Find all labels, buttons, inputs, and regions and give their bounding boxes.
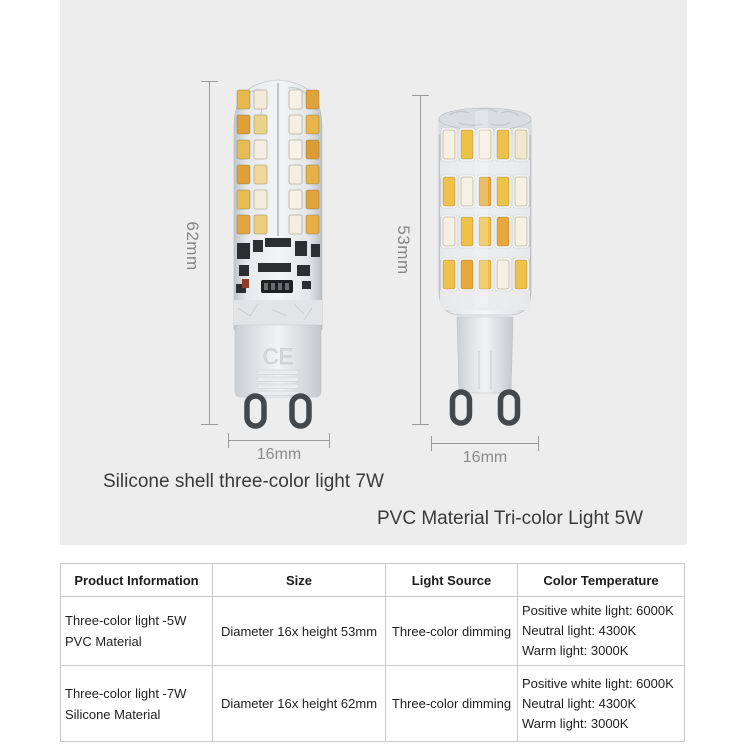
color-temperature-cell [518, 597, 685, 666]
light-source-cell: Three-color dimming [386, 666, 518, 742]
size-cell: Diameter 16x height 62mm [213, 666, 386, 742]
height-value-left: 62mm [183, 221, 202, 271]
product-line: Three-color light -7W [65, 685, 187, 701]
width-dimension-label-right: 16mm [462, 449, 508, 466]
width-dimension-line-left [228, 440, 330, 441]
product-cell [61, 597, 213, 666]
column-header-size: Size [213, 564, 386, 597]
table-row [61, 597, 685, 666]
ce-marking: CE [262, 344, 294, 369]
pvc-bulb-illustration [435, 93, 535, 433]
left-bulb-caption: Silicone shell three-color light 7W [103, 471, 384, 492]
column-header-color-temperature: Color Temperature [518, 564, 685, 597]
silicone-bulb-illustration [228, 78, 328, 435]
right-bulb-caption: PVC Material Tri-color Light 5W [377, 508, 644, 529]
temp-line: Neutral light: 4300K [522, 623, 637, 638]
light-source-cell: Three-color dimming [386, 597, 518, 666]
column-header-light-source: Light Source [386, 564, 518, 597]
color-temperature-cell [518, 666, 685, 742]
temp-line: Positive white light: 6000K [522, 603, 674, 618]
width-dimension-line-right [431, 443, 539, 444]
temp-line: Warm light: 3000K [522, 643, 629, 658]
temp-line: Warm light: 3000K [522, 715, 629, 731]
height-dimension-label-right [373, 220, 433, 280]
size-cell: Diameter 16x height 53mm [213, 597, 386, 666]
column-header-product-information: Product Information [61, 564, 213, 597]
height-value-right: 53mm [394, 225, 413, 275]
table-header-row [61, 564, 685, 597]
product-cell [61, 666, 213, 742]
height-dimension-label-left [162, 216, 222, 276]
g9-pins-left [247, 396, 309, 426]
spec-table [60, 563, 685, 742]
table-row [61, 666, 685, 742]
product-line: Silicone Material [65, 706, 161, 722]
width-dimension-label-left: 16mm [256, 446, 302, 463]
temp-line: Neutral light: 4300K [522, 695, 637, 711]
product-line: PVC Material [65, 634, 142, 649]
product-line: Three-color light -5W [65, 613, 187, 628]
temp-line: Positive white light: 6000K [522, 675, 674, 691]
g9-pins-right [453, 392, 518, 423]
